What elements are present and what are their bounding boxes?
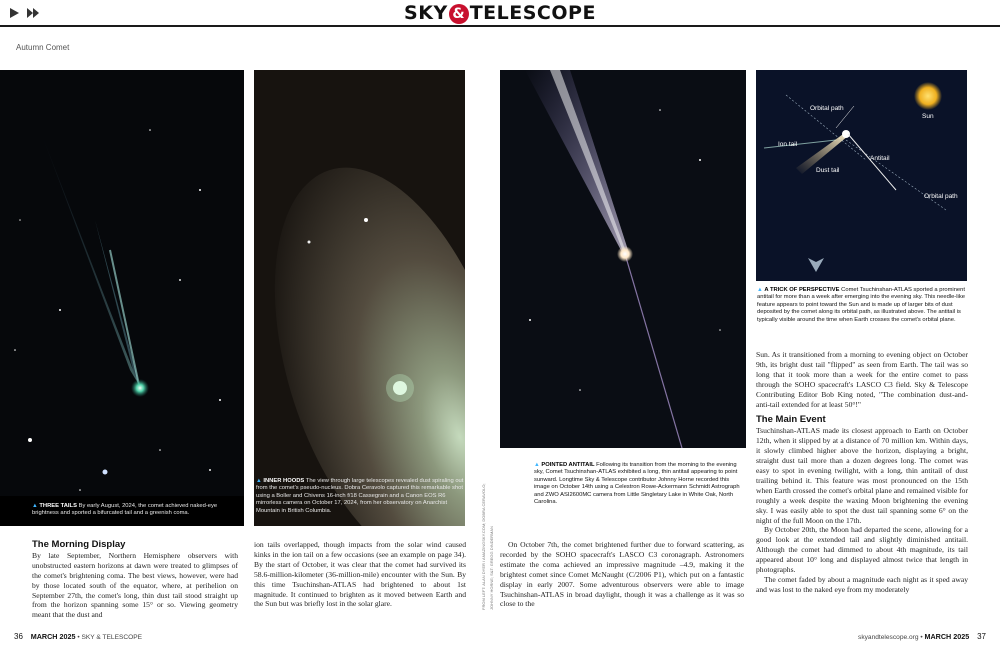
caption-marker-icon: ▲ [256, 478, 262, 484]
paragraph: By October 20th, the Moon had departed the scene, allowing for a good look at the extended tail and slightly diminished antitail. Although the comet had dimmed to about 4th magnitude, its tail appeared about 10° long and displayed almost twice that length in photographs. [756, 525, 968, 575]
caption-marker-icon: ▲ [757, 287, 763, 293]
paragraph: On October 7th, the comet brightened further due to forward scattering, as recorded by the SOHO spacecraft's LASCO C3 coronagraph. Astronomers estimate the coma achieved an impressive magnitude –4.9, making it the brightest comet since Comet McNaught (C/2006 P1), which put on a fantastic display in early 2007. Some adventurous observers were able to image Tsuchinshan-ATLAS in broad daylight, though it was a challenge as it was so close to the [500, 540, 744, 609]
photo-credit: JOHNNY HORNE; S&T: GREGG DINDERMAN [489, 526, 494, 610]
issue-date: MARCH 2025 [924, 632, 970, 641]
paragraph: Tsuchinshan-ATLAS made its closest approach to Earth on October 12th, when it slipped by at a distance of 70 million km. Within days, it slowly climbed higher above the horizon, displaying a bright, straight dust tail more than a dozen degrees long. The comet was easy to spot in evening twilight, with a long, thin antitail of dust trailing behind it. This feature was most pronounced on the 15th when Earth crossed the comet's orbital plane and remained visible for roughly a week despite the waxing Moon brightening the evening sky. I was easily able to spot the dust tail spanning some 6° on the night of the full Moon on the 17th. [756, 426, 968, 525]
label-ion-tail: Ion tail [778, 141, 798, 148]
page-number: 36 [14, 632, 23, 641]
label-sun: Sun [922, 113, 934, 120]
label-dust-tail: Dust tail [816, 167, 840, 174]
section-label: Autumn Comet [16, 43, 70, 52]
paragraph: ion tails overlapped, though impacts from the solar wind caused kinks in the ion tail on a few occasions (see an example on page 34). By the start of October, it was clear that the comet had survived its 58.6-million-kilometer (36-million-mile) encounter with the Sun. By this time Tsuchinshan-ATLAS had brightened to about 1st magnitude. It continued to brighten as it moved between Earth and the Sun but was briefly lost in the solar glare. [254, 540, 466, 609]
footer-right [858, 632, 986, 641]
reader-toolbar [0, 0, 1000, 27]
article-column-3 [500, 540, 744, 609]
caption-marker-icon: ▲ [32, 503, 38, 509]
photo-credit: FROM LEFT: ALAN DYER / AMAZINGSKY.COM; DOBRA CERAVOLO; [481, 483, 486, 610]
issue-date: MARCH 2025 [30, 632, 76, 641]
heading-morning-display: The Morning Display [32, 539, 126, 550]
label-antitail: Antitail [870, 155, 890, 162]
magazine-logo[interactable]: SKY & TELESCOPE [404, 2, 596, 24]
photo-pointed-antitail [500, 70, 746, 448]
caption-marker-icon: ▲ [534, 462, 540, 468]
footer-left [14, 632, 142, 641]
photo-inner-hoods [254, 70, 465, 526]
label-orbital-path-top: Orbital path [810, 105, 844, 112]
label-orbital-path-right: Orbital path [924, 193, 958, 200]
article-column-2 [254, 540, 466, 609]
website: skyandtelescope.org • [858, 634, 923, 641]
magazine-name: • SKY & TELESCOPE [77, 634, 143, 641]
article-column-4 [756, 350, 968, 595]
heading-main-event: The Main Event [756, 414, 826, 426]
caption-trick-of-perspective: ▲ A TRICK OF PERSPECTIVE Comet Tsuchinshan-ATLAS sported a prominent antitail for more than a week after emerging into the evening sky. This needle-like feature appears to point toward the Sun and is made up of larger bits of dust deposited by the comet along its orbital path, as illustrated above. The antitail is typically visible around the time when Earth crosses the comet's orbital plane. [757, 287, 965, 323]
caption-three-tails: ▲ THREE TAILS By early August, 2024, the comet achieved naked-eye brightness and sported a bifurcated tail and a greenish coma. [32, 503, 218, 517]
paragraph: By late September, Northern Hemisphere observers with unobstructed eastern horizons at dawn were treated to glimpses of the comet's brightening coma. The best views, however, were had by those located south of the equator, where, at perihelion on September 27th, the comet's long, thin dust tail stood straight up from the horizon spanning some 15° or so. Viewing geometry meant that the dust and [32, 550, 238, 620]
caption-inner-hoods: ▲ INNER HOODS The view through large telescopes revealed dust spiraling out from the comet's pseudo-nucleus. Dobra Ceravolo captured this remarkable shot using a Boller and Chivens 16-inch f/18 Cassegrain and a Canon EOS R6 mirrorless camera on October 17, 2024, from her observatory on Anarchist Mountain in British Columbia. [256, 478, 464, 514]
photo-three-tails [0, 70, 244, 526]
paragraph: Sun. As it transitioned from a morning to evening object on October 9th, its bright dust tail "flipped" as seen from Earth. The tail was so long that it took more than a week for the entire comet to pass through the SOHO spacecraft's LASCO C3 field. Sky & Telescope Contributing Editor Bob King noted, "The combination dust-and-anti-tail extended for at least 50°!" [756, 350, 968, 409]
article-column-1 [32, 540, 238, 620]
paragraph: The comet faded by about a magnitude each night as it sped away and was lost to the naked eye from my moderately [756, 574, 968, 594]
page-number: 37 [977, 632, 986, 641]
caption-pointed-antitail: ▲ POINTED ANTITAIL Following its transition from the morning to the evening sky, Comet Tsuchinshan-ATLAS exhibited a long, thin antitail appearing to point sunward. Longtime Sky & Telescope contributor Johnny Horne recorded this image on October 14th using a Celestron Rowe-Ackermann Schmidt Astrograph and ZWO ASI2600MC camera from Little Singletary Lake in White Oak, North Carolina. [534, 462, 740, 506]
diagram-trick-of-perspective [756, 70, 967, 281]
